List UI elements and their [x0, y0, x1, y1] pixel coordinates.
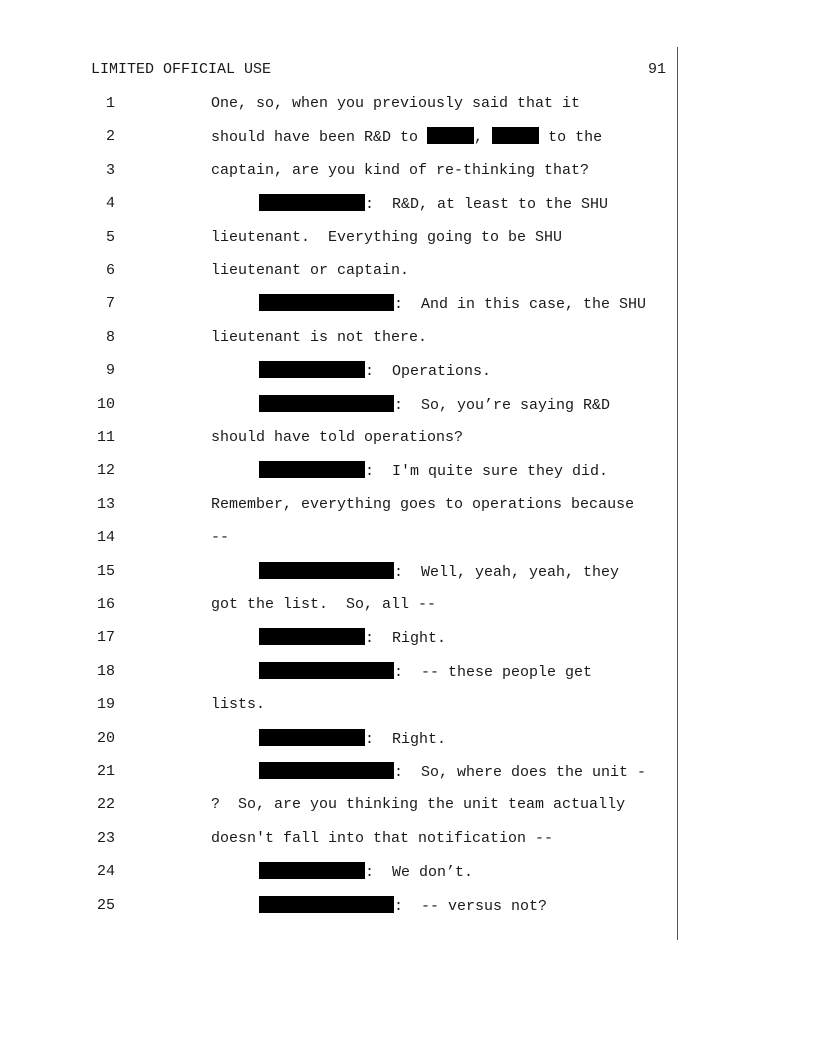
- line-number: 9: [105, 362, 115, 380]
- line-number: 12: [96, 462, 115, 480]
- transcript-line: [0, 495, 816, 515]
- line-number: 13: [96, 495, 115, 513]
- line-text-segment: : So, where does the unit -: [394, 764, 647, 781]
- line-text-segment: doesn't fall into that notification --: [211, 829, 554, 847]
- line-text-segment: : Right.: [365, 630, 447, 648]
- classification-marking: LIMITED OFFICIAL USE: [91, 61, 272, 78]
- transcript-line: [0, 395, 816, 415]
- line-text: [259, 662, 592, 683]
- line-number: 25: [96, 896, 115, 914]
- line-text: [259, 762, 646, 783]
- transcript-line: [0, 662, 816, 682]
- transcript-line: [0, 461, 816, 481]
- line-text: [259, 395, 610, 416]
- line-text-segment: : Right.: [365, 730, 447, 748]
- line-text-segment: : Well, yeah, yeah, they: [394, 563, 620, 581]
- line-number: 14: [96, 529, 115, 547]
- transcript-line: [0, 762, 816, 782]
- line-number: 8: [105, 328, 115, 346]
- line-text-segment: should have told operations?: [211, 429, 464, 446]
- redaction-block: [259, 628, 365, 645]
- redaction-block: [492, 127, 539, 144]
- line-text: [211, 261, 409, 281]
- redaction-block: [259, 461, 365, 478]
- line-text: [259, 896, 547, 917]
- transcript-line: [0, 695, 816, 715]
- line-number: 17: [96, 629, 115, 647]
- line-number: 21: [96, 763, 115, 780]
- line-text-segment: : I'm quite sure they did.: [365, 463, 609, 481]
- line-number: 16: [96, 596, 115, 613]
- line-text-segment: : Operations.: [365, 363, 492, 381]
- line-text: [259, 461, 608, 482]
- line-text: [211, 595, 436, 615]
- line-number: 3: [105, 161, 115, 179]
- page-number: 91: [647, 61, 666, 78]
- redaction-block: [259, 395, 394, 412]
- line-text-segment: got the list. So, all --: [211, 596, 437, 613]
- line-number: 23: [96, 829, 115, 847]
- line-number: 24: [96, 863, 115, 881]
- line-text-segment: : -- these people get: [394, 663, 593, 681]
- line-text-segment: : R&D, at least to the SHU: [365, 196, 609, 214]
- line-text: [259, 294, 646, 315]
- transcript-line: [0, 294, 816, 314]
- redaction-block: [259, 729, 365, 746]
- line-text: [211, 495, 634, 515]
- line-number: 10: [96, 395, 115, 413]
- line-number: 15: [96, 562, 115, 580]
- transcript-line: [0, 729, 816, 749]
- line-number: 19: [96, 696, 115, 714]
- transcript-line: [0, 628, 816, 648]
- line-text: [259, 562, 619, 583]
- redaction-block: [259, 896, 394, 913]
- line-number: 4: [105, 195, 115, 213]
- line-number: 18: [96, 662, 115, 680]
- transcript-line: [0, 161, 816, 181]
- transcript-line: [0, 795, 816, 815]
- line-number: 7: [105, 295, 115, 313]
- line-text-segment: One, so, when you previously said that it: [211, 95, 581, 112]
- line-text: [259, 361, 491, 382]
- line-text-segment: : So, you’re saying R&D: [394, 396, 611, 414]
- transcript-line: [0, 261, 816, 281]
- line-text: [211, 94, 580, 114]
- line-number: 20: [96, 729, 115, 747]
- transcript-line: [0, 562, 816, 582]
- line-text-segment: ? So, are you thinking the unit team actually: [211, 796, 626, 814]
- redaction-block: [259, 862, 365, 879]
- line-text: [211, 428, 463, 448]
- line-number: 11: [96, 429, 115, 446]
- line-text-segment: lieutenant. Everything going to be SHU: [211, 228, 563, 246]
- line-text-segment: lieutenant or captain.: [211, 262, 410, 279]
- line-text-segment: Remember, everything goes to operations because: [211, 495, 635, 513]
- transcript-line: [0, 228, 816, 248]
- line-text: [211, 161, 589, 181]
- line-text: [259, 628, 446, 649]
- line-text-segment: --: [211, 529, 230, 547]
- line-text-segment: should have been R&D to: [211, 129, 428, 147]
- line-text-segment: captain, are you kind of re-thinking that?: [211, 161, 590, 179]
- line-number: 6: [105, 262, 115, 279]
- line-text: [259, 729, 446, 750]
- redaction-block: [259, 762, 394, 779]
- transcript-line: [0, 862, 816, 882]
- line-number: 5: [105, 228, 115, 246]
- line-text-segment: : We don’t.: [365, 864, 474, 882]
- line-text: [211, 528, 229, 548]
- line-number: 22: [96, 796, 115, 814]
- transcript-line: [0, 896, 816, 916]
- redaction-block: [259, 194, 365, 211]
- transcript-line: [0, 829, 816, 849]
- line-text-segment: ,: [474, 129, 493, 147]
- transcript-line: [0, 127, 816, 147]
- line-number: 1: [105, 95, 115, 112]
- line-text: [211, 695, 265, 715]
- transcript-line: [0, 528, 816, 548]
- transcript-line: [0, 361, 816, 381]
- transcript-line: [0, 328, 816, 348]
- line-text: [211, 228, 562, 248]
- line-text-segment: : And in this case, the SHU: [394, 296, 647, 314]
- line-text: [211, 127, 602, 148]
- line-text: [259, 862, 473, 883]
- line-text-segment: lieutenant is not there.: [211, 328, 428, 346]
- redaction-block: [259, 361, 365, 378]
- redaction-block: [259, 294, 394, 311]
- line-text-segment: : -- versus not?: [394, 897, 548, 915]
- transcript-line: [0, 595, 816, 615]
- line-text: [259, 194, 608, 215]
- transcript-line: [0, 94, 816, 114]
- redaction-block: [259, 662, 394, 679]
- line-text-segment: to the: [539, 129, 603, 147]
- line-text: [211, 328, 427, 348]
- transcript-line: [0, 428, 816, 448]
- line-number: 2: [105, 128, 115, 146]
- transcript-line: [0, 194, 816, 214]
- line-text-segment: lists.: [211, 696, 266, 714]
- line-text: [211, 829, 553, 849]
- line-text: [211, 795, 625, 815]
- redaction-block: [259, 562, 394, 579]
- redaction-block: [427, 127, 474, 144]
